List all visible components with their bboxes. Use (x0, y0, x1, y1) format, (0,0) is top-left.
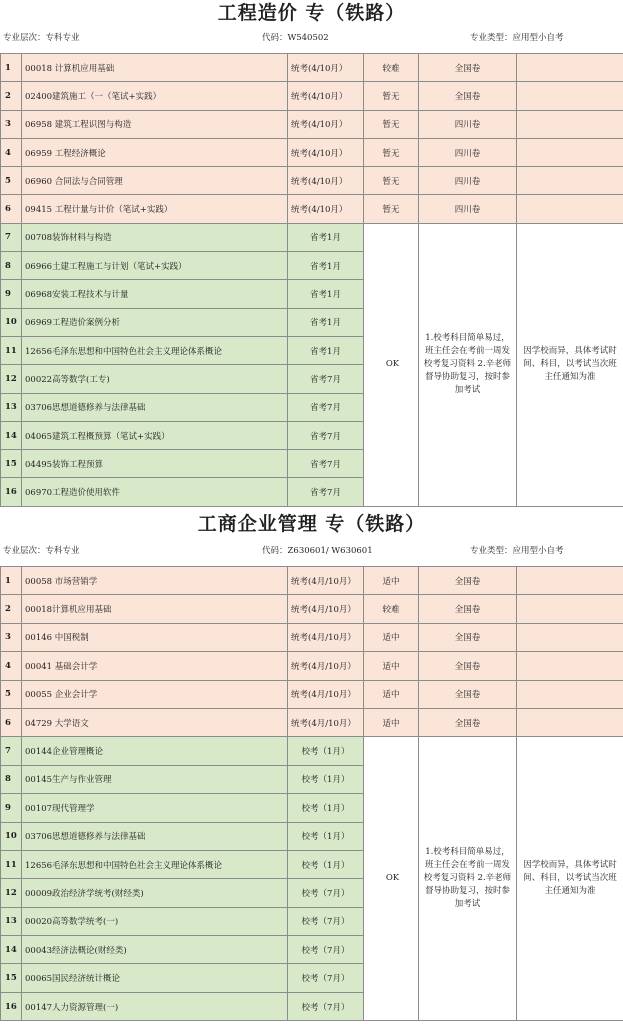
course-name: 06970工程造价使用软件 (22, 478, 288, 506)
paper-type: 全国卷 (419, 595, 517, 623)
table-row (1, 708, 623, 736)
exam-type: 统考(4月/10月） (288, 623, 364, 651)
exam-type: 校考（7月） (288, 992, 364, 1020)
course-name: 00144企业管理概论 (22, 737, 288, 765)
paper-type: 全国卷 (419, 82, 517, 110)
course-name: 06968安装工程技术与计量 (22, 280, 288, 308)
empty-cell (517, 167, 623, 195)
exam-type: 统考(4月/10月） (288, 708, 364, 736)
empty-cell (517, 708, 623, 736)
row-number: 12 (1, 365, 22, 393)
exam-type: 省考7月 (288, 450, 364, 478)
difficulty: 适中 (364, 708, 419, 736)
course-name: 00043经济法概论(财经类) (22, 936, 288, 964)
exam-type: 校考（1月） (288, 794, 364, 822)
empty-cell (517, 82, 623, 110)
difficulty: 较难 (364, 54, 419, 82)
row-number: 8 (1, 765, 22, 793)
table-row (1, 595, 623, 623)
level-label: 专业层次：专科专业 (3, 33, 80, 43)
difficulty: 暂无 (364, 82, 419, 110)
row-number: 9 (1, 280, 22, 308)
course-name: 00009政治经济学统考(财经类) (22, 879, 288, 907)
row-number: 2 (1, 595, 22, 623)
exam-type: 校考（1月） (288, 765, 364, 793)
course-name: 00107现代管理学 (22, 794, 288, 822)
difficulty: 较难 (364, 595, 419, 623)
row-number: 16 (1, 478, 22, 506)
exam-type: 校考（7月） (288, 936, 364, 964)
course-name: 00022高等数学(工专) (22, 365, 288, 393)
empty-cell (517, 110, 623, 138)
code-label: 代码：W540502 (262, 33, 329, 43)
course-name: 00020高等数学统考(一) (22, 907, 288, 935)
empty-cell (517, 54, 623, 82)
exam-type: 统考(4/10月） (288, 167, 364, 195)
exam-note: 1.校考科目简单易过，班主任会在考前一周发校考复习资料 2.辛老师督导协助复习，按时参加考试 (419, 223, 517, 506)
paper-type: 四川卷 (419, 167, 517, 195)
row-number: 6 (1, 195, 22, 223)
exam-type: 省考7月 (288, 393, 364, 421)
row-number: 7 (1, 737, 22, 765)
table-row (1, 167, 623, 195)
row-number: 3 (1, 623, 22, 651)
paper-type: 全国卷 (419, 680, 517, 708)
exam-type: 统考(4月/10月） (288, 567, 364, 595)
course-name: 06960 合同法与合同管理 (22, 167, 288, 195)
exam-type: 省考1月 (288, 223, 364, 251)
table-row (1, 223, 623, 251)
table-row (1, 82, 623, 110)
course-table (0, 566, 623, 1021)
row-number: 4 (1, 652, 22, 680)
exam-type: 省考1月 (288, 336, 364, 364)
row-number: 7 (1, 223, 22, 251)
empty-cell (517, 138, 623, 166)
table-row (1, 680, 623, 708)
exam-type: 统考(4/10月） (288, 138, 364, 166)
exam-type: 统考(4/10月） (288, 54, 364, 82)
course-table (0, 53, 623, 507)
course-name: 00065国民经济统计概论 (22, 964, 288, 992)
exam-type: 统考(4/10月） (288, 110, 364, 138)
course-name: 06969工程造价案例分析 (22, 308, 288, 336)
exam-type: 统考(4月/10月） (288, 680, 364, 708)
row-number: 1 (1, 54, 22, 82)
exam-type: 统考(4月/10月） (288, 595, 364, 623)
table-row (1, 652, 623, 680)
course-name: 09415 工程计量与计价（笔试+实践） (22, 195, 288, 223)
course-name: 04729 大学语文 (22, 708, 288, 736)
row-number: 1 (1, 567, 22, 595)
row-number: 13 (1, 907, 22, 935)
exam-type: 省考7月 (288, 365, 364, 393)
course-name: 06966土建工程施工与计划（笔试+实践） (22, 252, 288, 280)
ok-status: OK (364, 737, 419, 1021)
row-number: 15 (1, 964, 22, 992)
exam-type: 校考（1月） (288, 737, 364, 765)
paper-type: 全国卷 (419, 708, 517, 736)
row-number: 14 (1, 936, 22, 964)
paper-type: 全国卷 (419, 652, 517, 680)
paper-type: 四川卷 (419, 110, 517, 138)
exam-type: 省考7月 (288, 421, 364, 449)
row-number: 14 (1, 421, 22, 449)
row-number: 15 (1, 450, 22, 478)
course-name: 00055 企业会计学 (22, 680, 288, 708)
program-title: 工商企业管理 专（铁路） (197, 513, 426, 535)
row-number: 10 (1, 308, 22, 336)
schedule-note: 因学校而异，具体考试时间、科目，以考试当次班主任通知为准 (517, 737, 623, 1021)
table-row (1, 567, 623, 595)
row-number: 16 (1, 992, 22, 1020)
exam-type: 省考7月 (288, 478, 364, 506)
paper-type: 四川卷 (419, 138, 517, 166)
difficulty: 适中 (364, 680, 419, 708)
empty-cell (517, 195, 623, 223)
row-number: 4 (1, 138, 22, 166)
row-number: 11 (1, 336, 22, 364)
table-row (1, 195, 623, 223)
difficulty: 暂无 (364, 167, 419, 195)
row-number: 5 (1, 167, 22, 195)
course-name: 04495装饰工程预算 (22, 450, 288, 478)
row-number: 9 (1, 794, 22, 822)
course-name: 06958 建筑工程识图与构造 (22, 110, 288, 138)
table-row (1, 138, 623, 166)
course-name: 03706思想道德修养与法律基础 (22, 822, 288, 850)
difficulty: 适中 (364, 623, 419, 651)
difficulty: 暂无 (364, 195, 419, 223)
table-row (1, 737, 623, 765)
level-label: 专业层次：专科专业 (3, 546, 80, 556)
row-number: 5 (1, 680, 22, 708)
exam-type: 省考1月 (288, 252, 364, 280)
row-number: 12 (1, 879, 22, 907)
row-number: 11 (1, 850, 22, 878)
table-row (1, 54, 623, 82)
table-row (1, 110, 623, 138)
program-meta (0, 30, 623, 46)
course-name: 00146 中国税制 (22, 623, 288, 651)
row-number: 13 (1, 393, 22, 421)
type-label: 专业类型：应用型小自考 (470, 546, 564, 556)
course-name: 00708装饰材料与构造 (22, 223, 288, 251)
paper-type: 全国卷 (419, 567, 517, 595)
table-row (1, 623, 623, 651)
exam-type: 省考1月 (288, 308, 364, 336)
row-number: 8 (1, 252, 22, 280)
code-label: 代码：Z630601/ W630601 (262, 546, 373, 556)
exam-type: 统考(4/10月） (288, 82, 364, 110)
empty-cell (517, 595, 623, 623)
empty-cell (517, 652, 623, 680)
course-name: 06959 工程经济概论 (22, 138, 288, 166)
difficulty: 适中 (364, 567, 419, 595)
exam-type: 校考（7月） (288, 879, 364, 907)
difficulty: 暂无 (364, 138, 419, 166)
row-number: 2 (1, 82, 22, 110)
row-number: 10 (1, 822, 22, 850)
empty-cell (517, 567, 623, 595)
empty-cell (517, 680, 623, 708)
exam-type: 校考（7月） (288, 964, 364, 992)
program-meta (0, 543, 623, 559)
program-title: 工程造价 专（铁路） (217, 2, 406, 24)
course-name: 00041 基础会计学 (22, 652, 288, 680)
paper-type: 全国卷 (419, 54, 517, 82)
exam-type: 校考（7月） (288, 907, 364, 935)
exam-type: 校考（1月） (288, 822, 364, 850)
course-name: 00058 市场营销学 (22, 567, 288, 595)
course-name: 00018计算机应用基础 (22, 595, 288, 623)
paper-type: 四川卷 (419, 195, 517, 223)
row-number: 3 (1, 110, 22, 138)
empty-cell (517, 623, 623, 651)
row-number: 6 (1, 708, 22, 736)
course-name: 00018 计算机应用基础 (22, 54, 288, 82)
course-name: 00147人力资源管理(一) (22, 992, 288, 1020)
exam-type: 校考（1月） (288, 850, 364, 878)
difficulty: 暂无 (364, 110, 419, 138)
course-name: 00145生产与作业管理 (22, 765, 288, 793)
ok-status: OK (364, 223, 419, 506)
type-label: 专业类型：应用型小自考 (470, 33, 564, 43)
schedule-note: 因学校而异，具体考试时间、科目，以考试当次班主任通知为准 (517, 223, 623, 506)
exam-type: 统考(4/10月） (288, 195, 364, 223)
course-name: 02400建筑施工（一（笔试+实践） (22, 82, 288, 110)
course-name: 03706思想道德修养与法律基础 (22, 393, 288, 421)
paper-type: 全国卷 (419, 623, 517, 651)
exam-note: 1.校考科目简单易过，班主任会在考前一周发校考复习资料 2.辛老师督导协助复习，按时参加考试 (419, 737, 517, 1021)
exam-type: 省考1月 (288, 280, 364, 308)
course-name: 12656毛泽东思想和中国特色社会主义理论体系概论 (22, 850, 288, 878)
exam-type: 统考(4月/10月） (288, 652, 364, 680)
course-name: 04065建筑工程概预算（笔试+实践） (22, 421, 288, 449)
difficulty: 适中 (364, 652, 419, 680)
course-name: 12656毛泽东思想和中国特色社会主义理论体系概论 (22, 336, 288, 364)
